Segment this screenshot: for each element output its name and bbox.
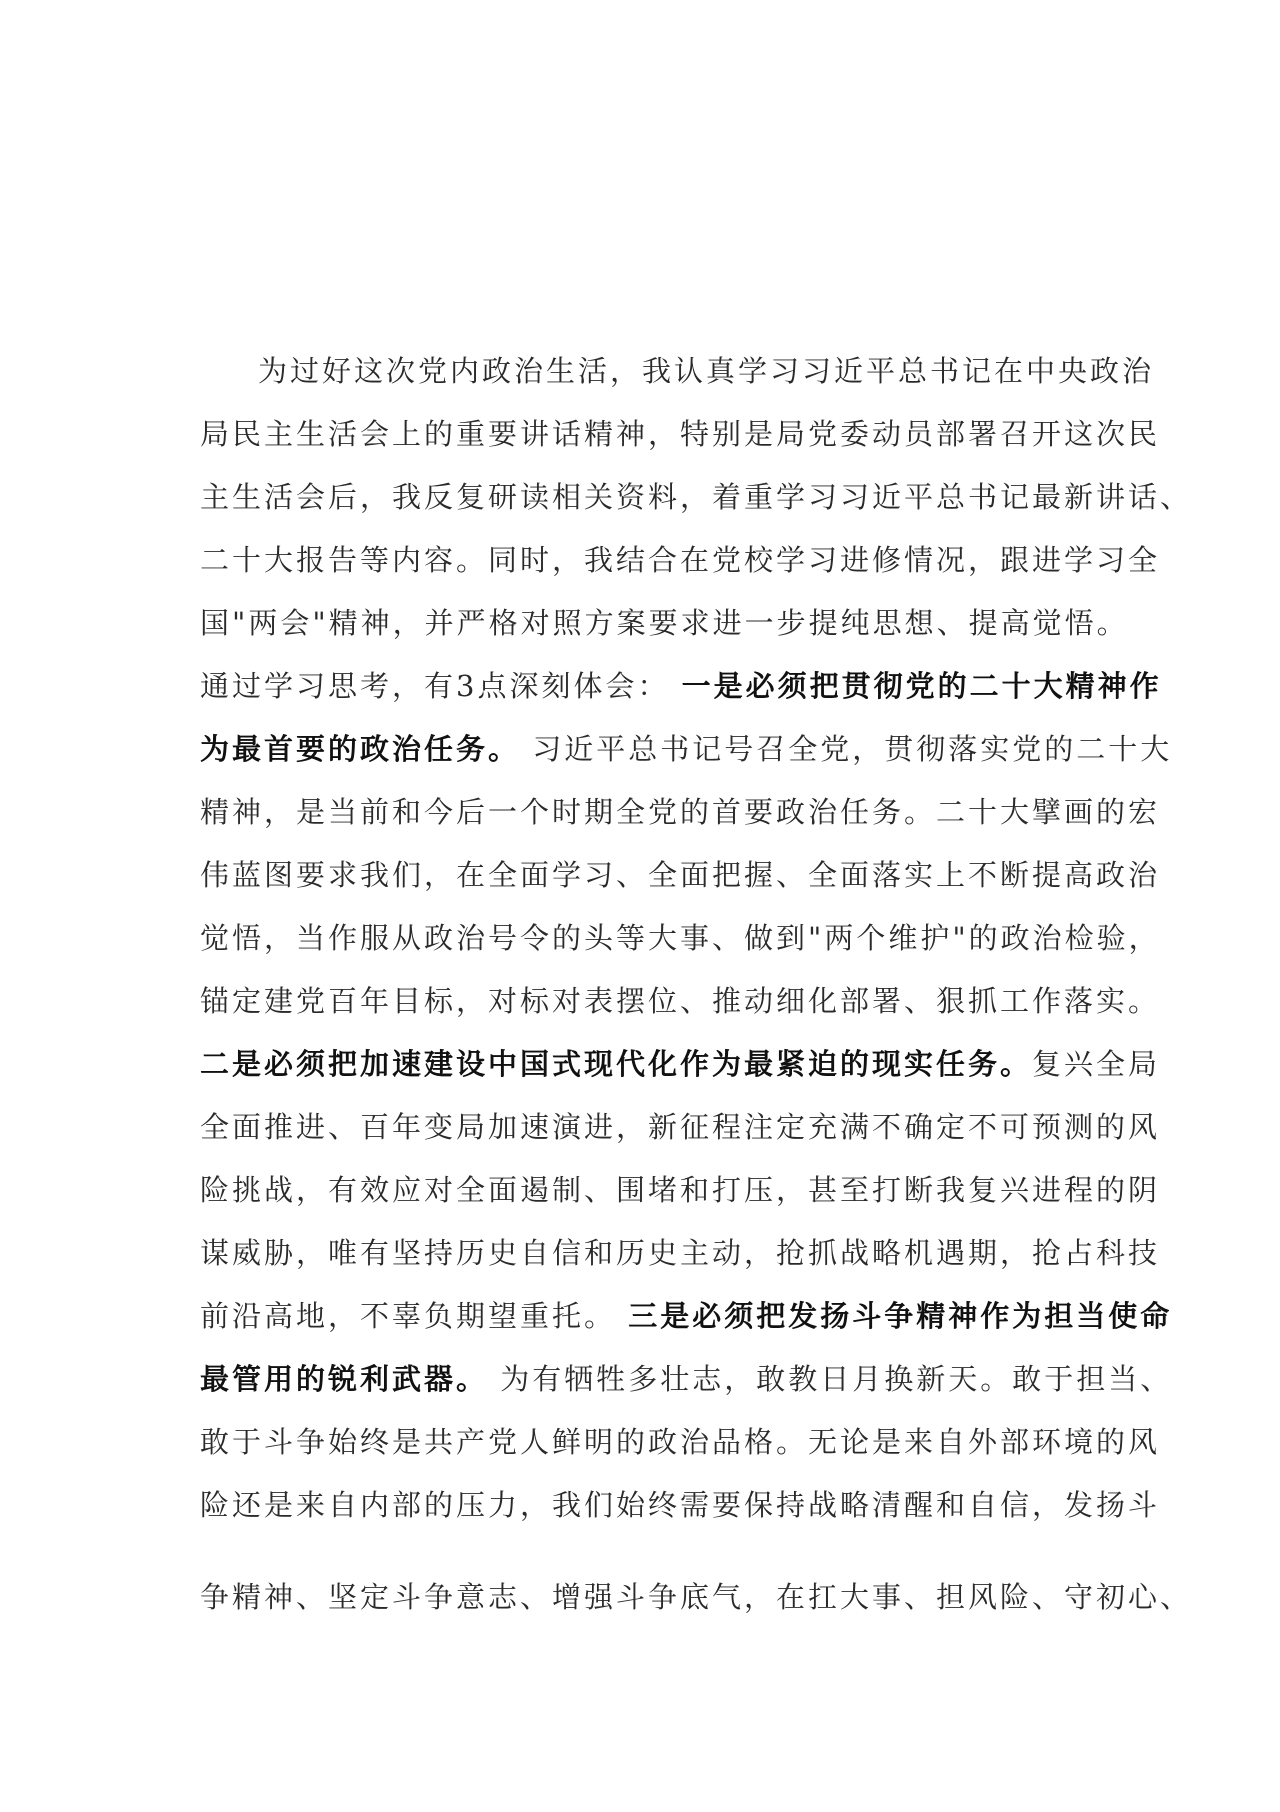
paragraph-line: 敢于斗争始终是共产党人鲜明的政治品格。无论是来自外部环境的风: [200, 1425, 1161, 1459]
paragraph-line: 险挑战，有效应对全面遏制、围堵和打压，甚至打断我复兴进程的阴: [200, 1173, 1161, 1207]
key-point-3-heading: 最管用的锐利武器。: [200, 1362, 489, 1396]
key-point-1-heading: 为最首要的政治任务。: [200, 732, 521, 766]
paragraph-line: 局民主生活会上的重要讲话精神，特别是局党委动员部署召开这次民: [200, 417, 1161, 451]
paragraph-line: 伟蓝图要求我们，在全面学习、全面把握、全面落实上不断提高政治: [200, 858, 1161, 892]
paragraph-line: 锚定建党百年目标，对标对表摆位、推动细化部署、狠抓工作落实。: [200, 984, 1161, 1018]
paragraph-line: 觉悟，当作服从政治号令的头等大事、做到"两个维护"的政治检验，: [200, 921, 1161, 955]
paragraph-line: 主生活会后，我反复研读相关资料，着重学习习近平总书记最新讲话、: [200, 480, 1193, 514]
paragraph-line: 二十大报告等内容。同时，我结合在党校学习进修情况，跟进学习全: [200, 543, 1161, 577]
paragraph-line: 最管用的锐利武器。 为有牺牲多壮志，敢教日月换新天。敢于担当、: [200, 1362, 1173, 1396]
key-point-3-heading: 三是必须把发扬斗争精神作为担当使命: [628, 1299, 1173, 1333]
paragraph-line: 为最首要的政治任务。 习近平总书记号召全党，贯彻落实党的二十大: [200, 732, 1173, 766]
paragraph-line: 前沿高地，不辜负期望重托。 三是必须把发扬斗争精神作为担当使命: [200, 1299, 1173, 1333]
paragraph-line: 谋威胁，唯有坚持历史自信和历史主动，抢抓战略机遇期，抢占科技: [200, 1236, 1161, 1270]
key-point-2-heading: 二是必须把加速建设中国式现代化作为最紧迫的现实任务。: [200, 1047, 1033, 1081]
paragraph-line: 通过学习思考，有3点深刻体会： 一是必须把贯彻党的二十大精神作: [200, 669, 1162, 703]
body-text: [200, 340, 1193, 1629]
paragraph-line: 精神，是当前和今后一个时期全党的首要政治任务。二十大擘画的宏: [200, 795, 1161, 829]
paragraph-line: 险还是来自内部的压力，我们始终需要保持战略清醒和自信，发扬斗: [200, 1488, 1161, 1522]
paragraph-line: 全面推进、百年变局加速演进，新征程注定充满不确定不可预测的风: [200, 1110, 1161, 1144]
paragraph-line: 为过好这次党内政治生活，我认真学习习近平总书记在中央政治: [258, 354, 1155, 388]
key-point-1-heading: 一是必须把贯彻党的二十大精神作: [681, 669, 1162, 703]
paragraph-line: 争精神、坚定斗争意志、增强斗争底气，在扛大事、担风险、守初心、: [200, 1580, 1193, 1614]
paragraph-line: 国"两会"精神，并严格对照方案要求进一步提纯思想、提高觉悟。: [200, 606, 1129, 640]
paragraph-line: 二是必须把加速建设中国式现代化作为最紧迫的现实任务。复兴全局: [200, 1047, 1161, 1081]
